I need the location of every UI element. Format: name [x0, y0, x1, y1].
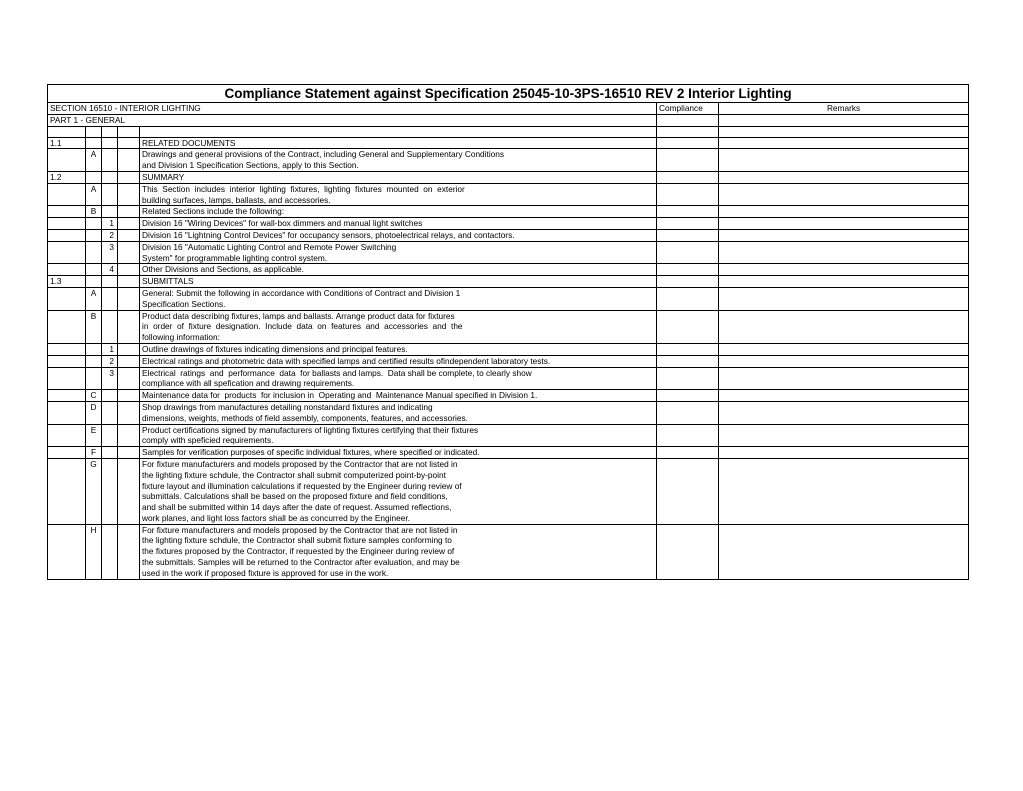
- clause-subitem-cell: [102, 206, 118, 218]
- remarks-cell[interactable]: [719, 183, 969, 206]
- table-row: [48, 524, 969, 579]
- clause-letter-cell: A: [86, 183, 102, 206]
- spacer-cell: [118, 310, 140, 343]
- requirement-text-cell: [140, 126, 657, 137]
- clause-subitem-cell: [102, 401, 118, 424]
- table-row: [48, 367, 969, 390]
- clause-number-cell: [48, 229, 86, 241]
- clause-letter-cell: [86, 171, 102, 183]
- compliance-cell[interactable]: [657, 367, 719, 390]
- spacer-cell: [118, 183, 140, 206]
- spacer-cell: [118, 367, 140, 390]
- requirement-text-cell: Division 16 "Automatic Lighting Control and Remote Power Switching System" for programmable lighting control system.: [140, 241, 657, 264]
- table-row: [48, 343, 969, 355]
- clause-number-cell: [48, 447, 86, 459]
- requirement-text-cell: Product certifications signed by manufacturers of lighting fixtures certifying that their fixtures comply with speficied requirements.: [140, 424, 657, 447]
- clause-letter-cell: [86, 355, 102, 367]
- clause-number-cell: [48, 424, 86, 447]
- clause-letter-cell: A: [86, 287, 102, 310]
- clause-subitem-cell: 2: [102, 229, 118, 241]
- spacer-cell: [118, 343, 140, 355]
- requirement-text-cell: Electrical ratings and performance data for ballasts and lamps. Data shall be complete, to clearly show compliance with all spefication and drawing requirements.: [140, 367, 657, 390]
- compliance-cell[interactable]: [657, 126, 719, 137]
- compliance-cell[interactable]: [657, 229, 719, 241]
- spacer-cell: [118, 171, 140, 183]
- table-row: [48, 137, 969, 149]
- clause-subitem-cell: [102, 447, 118, 459]
- clause-number-cell: [48, 355, 86, 367]
- requirement-text-cell: Product data describing fixtures, lamps and ballasts. Arrange product data for fixtures in order of fixture designation. Include data on features and accessories and the following information:: [140, 310, 657, 343]
- clause-number-cell: [48, 149, 86, 172]
- clause-number-cell: [48, 367, 86, 390]
- table-row: [48, 241, 969, 264]
- remarks-cell[interactable]: [719, 355, 969, 367]
- requirement-text-cell: Shop drawings from manufactures detailing nonstandard fixtures and indicating dimensions, weights, methods of field assembly, components, features, and accessories.: [140, 401, 657, 424]
- clause-letter-cell: [86, 126, 102, 137]
- clause-subitem-cell: [102, 424, 118, 447]
- table-row: [48, 218, 969, 230]
- spacer-cell: [118, 524, 140, 579]
- section-heading: SECTION 16510 - INTERIOR LIGHTING: [48, 103, 657, 115]
- clause-number-cell: 1.2: [48, 171, 86, 183]
- clause-subitem-cell: [102, 126, 118, 137]
- compliance-cell[interactable]: [657, 183, 719, 206]
- clause-subitem-cell: [102, 171, 118, 183]
- remarks-cell[interactable]: [719, 126, 969, 137]
- requirement-text-cell: SUBMITTALS: [140, 276, 657, 288]
- table-row: [48, 310, 969, 343]
- remarks-cell[interactable]: [719, 447, 969, 459]
- spacer-cell: [118, 229, 140, 241]
- table-row: [48, 126, 969, 137]
- table-row: [48, 287, 969, 310]
- remarks-cell[interactable]: [719, 206, 969, 218]
- table-row: [48, 264, 969, 276]
- compliance-table: [47, 84, 969, 580]
- spacer-cell: [118, 355, 140, 367]
- compliance-cell[interactable]: [657, 401, 719, 424]
- clause-letter-cell: G: [86, 458, 102, 524]
- clause-subitem-cell: [102, 458, 118, 524]
- clause-letter-cell: B: [86, 206, 102, 218]
- spacer-cell: [118, 218, 140, 230]
- remarks-cell[interactable]: [719, 458, 969, 524]
- spacer-cell: [118, 206, 140, 218]
- requirement-text-cell: For fixture manufacturers and models proposed by the Contractor that are not listed in the lighting fixture schdule, the Contractor shall submit computerized point-by-point fixture layout and illumination calculations if requested by the Engineer during review of submittals. Calculations shall be based on the proposed fixture and field conditions, and shall be submitted within 14 days after the date of request. Assumed reflections, work planes, and light loss factors shall be as concurred by the Engineer.: [140, 458, 657, 524]
- table-row: [48, 149, 969, 172]
- clause-number-cell: [48, 264, 86, 276]
- clause-number-cell: 1.1: [48, 137, 86, 149]
- table-row: [48, 458, 969, 524]
- compliance-sheet: [47, 84, 969, 580]
- compliance-cell[interactable]: [657, 287, 719, 310]
- title-row: [48, 85, 969, 103]
- clause-number-cell: [48, 401, 86, 424]
- clause-subitem-cell: 1: [102, 343, 118, 355]
- clause-subitem-cell: [102, 287, 118, 310]
- clause-subitem-cell: 1: [102, 218, 118, 230]
- remarks-cell[interactable]: [719, 401, 969, 424]
- spacer-cell: [118, 401, 140, 424]
- table-row: [48, 424, 969, 447]
- requirement-text-cell: This Section includes interior lighting fixtures, lighting fixtures mounted on exterior building surfaces, lamps, ballasts, and accessories.: [140, 183, 657, 206]
- clause-number-cell: [48, 390, 86, 402]
- remarks-cell[interactable]: [719, 241, 969, 264]
- table-row: [48, 206, 969, 218]
- compliance-cell[interactable]: [657, 149, 719, 172]
- spacer-cell: [118, 458, 140, 524]
- clause-subitem-cell: [102, 149, 118, 172]
- spacer-cell: [118, 424, 140, 447]
- requirement-text-cell: Related Sections include the following:: [140, 206, 657, 218]
- clause-letter-cell: [86, 343, 102, 355]
- remarks-cell[interactable]: [719, 343, 969, 355]
- spacer-cell: [118, 126, 140, 137]
- clause-letter-cell: [86, 276, 102, 288]
- requirement-text-cell: Other Divisions and Sections, as applicable.: [140, 264, 657, 276]
- compliance-cell[interactable]: [657, 458, 719, 524]
- requirement-text-cell: For fixture manufacturers and models proposed by the Contractor that are not listed in the lighting fixture schdule, the Contractor shall submit fixture samples conforming to the fixtures proposed by the Contractor, if requested by the Engineer during review of the submittals. Samples will be returned to the Contractor after evaluation, and may be used in the work if proposed fixture is approved for use in the work.: [140, 524, 657, 579]
- requirement-text-cell: RELATED DOCUMENTS: [140, 137, 657, 149]
- remarks-cell[interactable]: [719, 524, 969, 579]
- compliance-cell[interactable]: [657, 355, 719, 367]
- clause-number-cell: [48, 524, 86, 579]
- compliance-cell[interactable]: [657, 310, 719, 343]
- clause-number-cell: [48, 310, 86, 343]
- remarks-cell[interactable]: [719, 390, 969, 402]
- table-row: [48, 390, 969, 402]
- table-row: [48, 401, 969, 424]
- compliance-cell[interactable]: [657, 171, 719, 183]
- clause-subitem-cell: [102, 524, 118, 579]
- compliance-cell[interactable]: [657, 264, 719, 276]
- remarks-cell[interactable]: [719, 424, 969, 447]
- remarks-cell[interactable]: [719, 137, 969, 149]
- spacer-cell: [118, 390, 140, 402]
- clause-subitem-cell: [102, 310, 118, 343]
- compliance-header: Compliance: [657, 103, 719, 115]
- requirement-text-cell: Drawings and general provisions of the Contract, including General and Supplementary Conditions and Division 1 Specification Sections, apply to this Section.: [140, 149, 657, 172]
- part-row: [48, 114, 969, 126]
- clause-number-cell: [48, 458, 86, 524]
- table-row: [48, 276, 969, 288]
- table-row: [48, 447, 969, 459]
- spacer-cell: [118, 149, 140, 172]
- remarks-cell[interactable]: [719, 149, 969, 172]
- spacer-cell: [118, 276, 140, 288]
- spacer-cell: [118, 287, 140, 310]
- compliance-cell[interactable]: [657, 241, 719, 264]
- clause-number-cell: [48, 206, 86, 218]
- clause-number-cell: [48, 343, 86, 355]
- requirement-text-cell: SUMMARY: [140, 171, 657, 183]
- remarks-cell[interactable]: [719, 171, 969, 183]
- spacer-cell: [118, 241, 140, 264]
- table-row: [48, 229, 969, 241]
- clause-subitem-cell: [102, 276, 118, 288]
- clause-letter-cell: [86, 218, 102, 230]
- sheet-title: Compliance Statement against Specification 25045-10-3PS-16510 REV 2 Interior Lighting: [48, 85, 969, 103]
- remarks-cell[interactable]: [719, 229, 969, 241]
- clause-letter-cell: C: [86, 390, 102, 402]
- part-heading: PART 1 - GENERAL: [48, 114, 657, 126]
- remarks-header: Remarks: [719, 103, 969, 115]
- clause-letter-cell: A: [86, 149, 102, 172]
- compliance-cell[interactable]: [657, 524, 719, 579]
- clause-letter-cell: [86, 367, 102, 390]
- clause-subitem-cell: 3: [102, 367, 118, 390]
- clause-subitem-cell: [102, 390, 118, 402]
- remarks-cell[interactable]: [719, 218, 969, 230]
- clause-letter-cell: F: [86, 447, 102, 459]
- compliance-cell[interactable]: [657, 206, 719, 218]
- table-row: [48, 183, 969, 206]
- remarks-cell[interactable]: [719, 367, 969, 390]
- clause-letter-cell: H: [86, 524, 102, 579]
- requirement-text-cell: Outline drawings of fixtures indicating dimensions and principal features.: [140, 343, 657, 355]
- requirement-text-cell: General: Submit the following in accordance with Conditions of Contract and Division 1 Specification Sections.: [140, 287, 657, 310]
- clause-letter-cell: D: [86, 401, 102, 424]
- clause-number-cell: [48, 126, 86, 137]
- remarks-cell[interactable]: [719, 287, 969, 310]
- remarks-cell[interactable]: [719, 276, 969, 288]
- spacer-cell: [118, 264, 140, 276]
- clause-subitem-cell: [102, 137, 118, 149]
- clause-number-cell: 1.3: [48, 276, 86, 288]
- compliance-cell[interactable]: [657, 218, 719, 230]
- compliance-cell[interactable]: [657, 114, 719, 126]
- requirement-text-cell: Samples for verification purposes of specific individual fixtures, where specified or indicated.: [140, 447, 657, 459]
- clause-subitem-cell: 4: [102, 264, 118, 276]
- compliance-cell[interactable]: [657, 390, 719, 402]
- requirement-text-cell: Maintenance data for products for inclusion in Operating and Maintenance Manual specified in Division 1.: [140, 390, 657, 402]
- compliance-cell[interactable]: [657, 276, 719, 288]
- clause-number-cell: [48, 183, 86, 206]
- clause-letter-cell: [86, 137, 102, 149]
- clause-number-cell: [48, 241, 86, 264]
- header-row: [48, 103, 969, 115]
- clause-number-cell: [48, 218, 86, 230]
- requirement-text-cell: Division 16 "Lightning Control Devices" for occupancy sensors, photoelectrical relays, and contactors.: [140, 229, 657, 241]
- clause-subitem-cell: 3: [102, 241, 118, 264]
- clause-letter-cell: B: [86, 310, 102, 343]
- remarks-cell[interactable]: [719, 310, 969, 343]
- clause-subitem-cell: [102, 183, 118, 206]
- clause-letter-cell: E: [86, 424, 102, 447]
- compliance-cell[interactable]: [657, 447, 719, 459]
- table-row: [48, 355, 969, 367]
- clause-letter-cell: [86, 241, 102, 264]
- clause-number-cell: [48, 287, 86, 310]
- compliance-cell[interactable]: [657, 424, 719, 447]
- clause-subitem-cell: 2: [102, 355, 118, 367]
- table-row: [48, 171, 969, 183]
- requirement-text-cell: Division 16 "Wiring Devices" for wall-box dimmers and manual light switches: [140, 218, 657, 230]
- compliance-cell[interactable]: [657, 137, 719, 149]
- remarks-cell[interactable]: [719, 264, 969, 276]
- requirement-text-cell: Electrical ratings and photometric data with specified lamps and certified results ofindependent laboratory tests.: [140, 355, 657, 367]
- spacer-cell: [118, 447, 140, 459]
- spacer-cell: [118, 137, 140, 149]
- clause-letter-cell: [86, 264, 102, 276]
- compliance-cell[interactable]: [657, 343, 719, 355]
- clause-letter-cell: [86, 229, 102, 241]
- remarks-cell[interactable]: [719, 114, 969, 126]
